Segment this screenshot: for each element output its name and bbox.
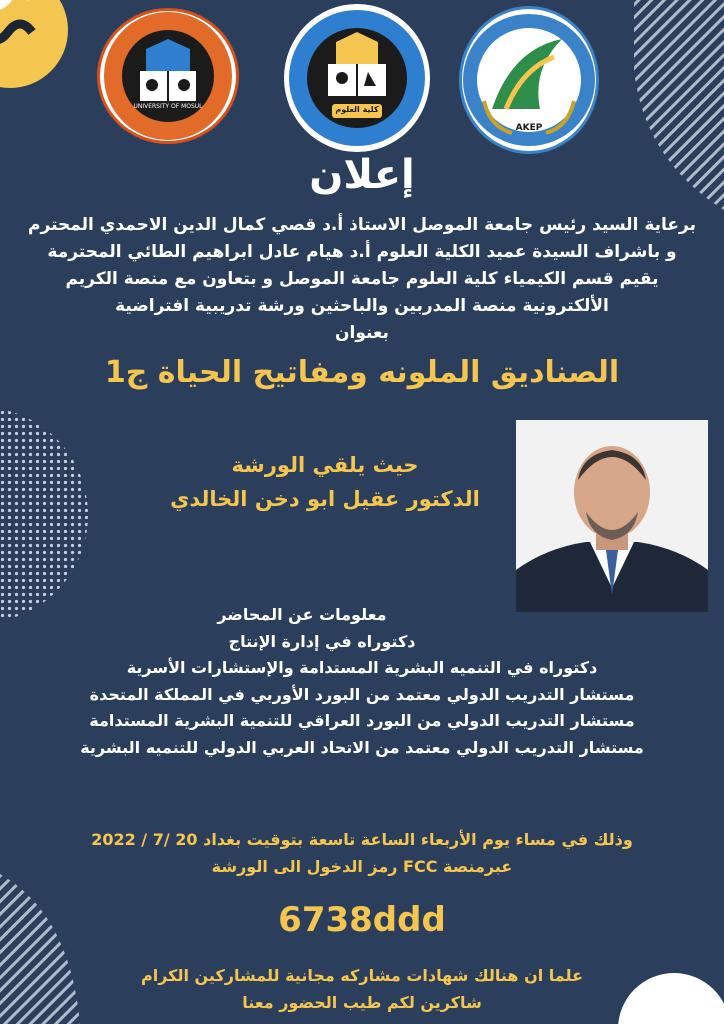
closing-line: شاكرين لكم طيب الحضور معنا [242,993,482,1012]
intro-line: الألكترونية منصة المدربين والباحثين ورشة تدريبية افتراضية [115,296,609,316]
lecturer-info [0,602,724,761]
logo-university-caption: UNIVERSITY OF MOSUL [133,103,203,110]
university-crest-icon [100,11,236,141]
closing-line: علما ان هنالك شهادات مشاركه مجانية للمشاركين الكرام [140,966,583,985]
closing-block [0,962,724,1016]
presenter-intro: حيث يلقي الورشة [231,453,419,477]
intro-line: بعنوان [335,323,389,343]
decor-left-dotted-circle [0,395,90,635]
intro-text [0,212,724,347]
lecturer-info-line: مستشار التدريب الدولي معتمد من الاتحاد العربي الدولي للتنميه البشرية [80,737,644,757]
logo-college-caption: كلية العلوم [335,105,379,114]
logo-akep-caption: AKEP [515,123,543,133]
lecturer-info-heading: معلومات عن المحاضر [217,605,387,624]
intro-line: يقيم قسم الكيمياء كلية العلوم جامعة الموصل و بتعاون مع منصة الكريم [65,269,659,289]
schedule-line: وذلك في مساء يوم الأربعاء الساعة تاسعة بتوقيت بغداد 20 /7 / 2022 [91,830,633,849]
presenter-photo [516,420,708,612]
decor-top-left-circle [0,0,70,110]
schedule-line: عبرمنصة FCC رمز الدخول الى الورشة [211,857,513,876]
presenter-name: الدكتور عقيل ابو دخن الخالدي [170,487,480,511]
lecturer-info-line: مستشار التدريب الدولي من البورد العراقي للتنمية البشرية المستدامة [89,711,635,730]
schedule-block [0,826,724,880]
intro-line: برعاية السيد رئيس جامعة الموصل الاستاذ أ.د قصي كمال الدين الاحمدي المحترم [28,215,696,235]
logo-college-of-science [284,4,430,152]
logo-university-of-mosul [97,8,239,144]
announcement-heading: إعلان [309,152,415,198]
lecturer-info-line: مستشار التدريب الدولي معتمد من البورد الأوربي في المملكة المتحدة [89,684,635,704]
logo-akep [459,6,599,154]
presenter-block [140,448,510,516]
college-crest-icon [288,8,426,148]
lecturer-info-line: دكتوراه في التنميه البشرية المستدامة والإستشارات الأسرية [126,658,598,677]
presenter-portrait-icon [516,420,708,612]
intro-line: و باشراف السيدة عميد الكلية العلوم أ.د هيام عادل ابراهيم الطائي المحترمة [47,242,677,262]
access-code: 6738ddd [278,900,446,940]
workshop-title: الصناديق الملونه ومفاتيح الحياة ج1 [104,355,620,390]
lecturer-info-line: دكتوراه في إدارة الإنتاج [228,631,416,651]
